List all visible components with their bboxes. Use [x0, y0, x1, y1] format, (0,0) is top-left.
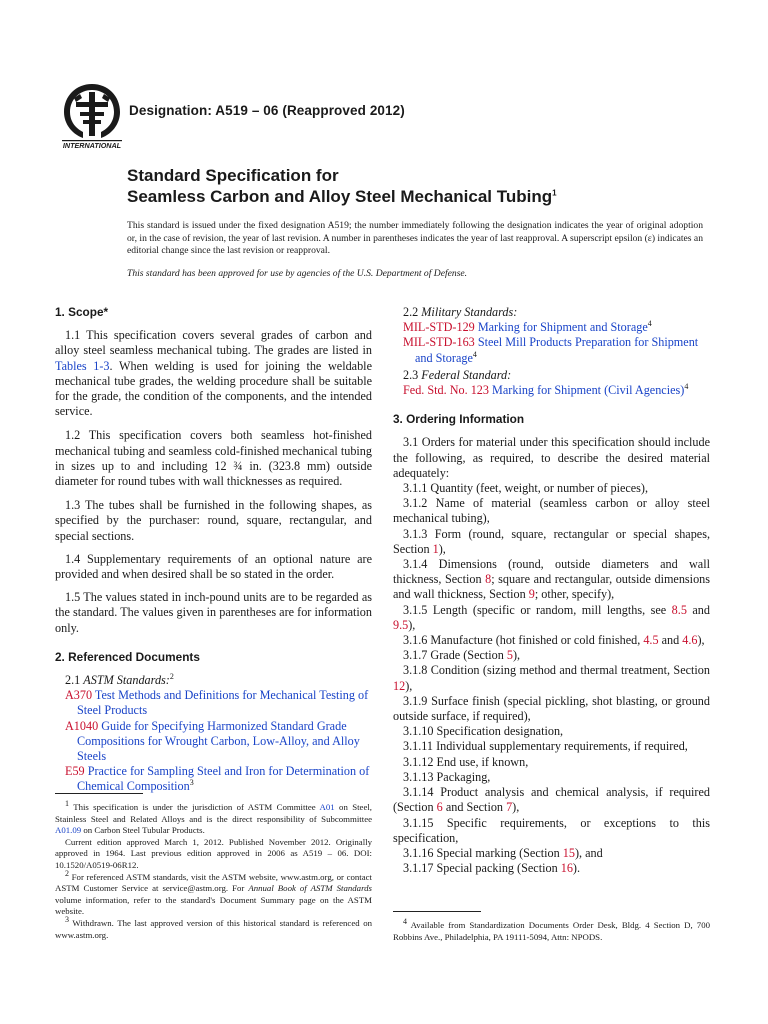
- reference-item: E59 Practice for Sampling Steel and Iron for Determination of Chemical Composition$^3$: [65, 764, 370, 794]
- left-column: [55, 305, 372, 795]
- mil-reference-item: MIL-STD-163 Steel Mill Products Preparation for Shipment and Storage$^4$: [403, 335, 699, 365]
- item-3-1-10: 3.1.10 Specification designation,: [403, 724, 564, 739]
- fed-title-link[interactable]: Marking for Shipment (Civil Agencies): [492, 383, 685, 398]
- mil-reference-item: MIL-STD-129 Marking for Shipment and Storage$^4$: [403, 319, 652, 335]
- paragraph-1-1: 1.1 This specification covers several grades of carbon and alloy steel seamless mechanical tubing. The grades are listed in Tables 1-3. When welding is used for joining the weldable mechanical tube grades, the welding procedure shall be suitable for the grade, the condition of the components, and the intended service.: [55, 328, 372, 419]
- link-tables[interactable]: Tables 1-3: [55, 358, 110, 373]
- item-3-1-3: 3.1.3 Form (round, square, rectangular or special shapes, Section 1),: [393, 526, 710, 556]
- paragraph-3-1: 3.1 Orders for material under this specification should include the following, as required, to describe the desired material adequately:: [393, 435, 710, 480]
- section-link[interactable]: 7: [506, 800, 513, 815]
- section-link[interactable]: 4.6: [682, 633, 698, 648]
- paragraph-1-4: 1.4 Supplementary requirements of an optional nature are provided and when desired shall be so stated in the order.: [55, 551, 372, 582]
- footnote-4: $^4$ Available from Standardization Documents Order Desk, Bldg. 4 Section D, 700 Robbins Ave., Philadelphia, PA 19111-5094, Attn: NPODS.: [393, 917, 710, 942]
- section-heading-ordering: 3. Ordering Information: [393, 412, 525, 427]
- section-heading-refdocs: 2. Referenced Documents: [55, 649, 200, 664]
- footnote-divider: [55, 793, 143, 794]
- item-3-1-16: 3.1.16 Special marking (Section 15), and: [403, 845, 603, 860]
- item-3-1-6: 3.1.6 Manufacture (hot finished or cold finished, 4.5 and 4.6),: [403, 633, 705, 648]
- title-footnote-ref[interactable]: 1: [552, 188, 557, 198]
- paragraph-2-2: 2.2 Military Standards:: [403, 305, 518, 319]
- mil-code-link[interactable]: MIL-STD-129: [403, 320, 475, 335]
- section-heading-scope: 1. Scope*: [55, 305, 109, 319]
- ref-code-link[interactable]: E59: [65, 764, 85, 779]
- footnote-1-edition: Current edition approved March 1, 2012. Published November 2012. Originally approved in 1964. Last previous edition approved in 2006 as A519 – 06. DOI: 10.1520/A0519-06R12.: [55, 836, 372, 870]
- dod-note: This standard has been approved for use by agencies of the U.S. Department of Defense.: [127, 268, 468, 279]
- fed-reference-item: Fed. Std. No. 123 Marking for Shipment (Civil Agencies)$^4$: [403, 381, 689, 398]
- item-3-1-9: 3.1.9 Surface finish (special pickling, shot blasting, or ground outside surface, if required),: [393, 693, 710, 724]
- title-line-2: [127, 187, 557, 207]
- mil-title-link[interactable]: Marking for Shipment and Storage: [477, 320, 648, 335]
- fed-code-link[interactable]: Fed. Std. No. 123: [403, 383, 489, 398]
- item-3-1-17: 3.1.17 Special packing (Section 16).: [403, 861, 581, 876]
- footnotes-left: [55, 799, 372, 941]
- paragraph-2-1: 2.1 ASTM Standards:$^2$: [65, 672, 174, 688]
- item-3-1-8: 3.1.8 Condition (sizing method and thermal treatment, Section 12),: [393, 663, 710, 693]
- item-3-1-12: 3.1.12 End use, if known,: [403, 754, 529, 769]
- link-a01[interactable]: A01: [319, 802, 335, 812]
- footnote-divider: [393, 911, 481, 912]
- paragraph-1-3: 1.3 The tubes shall be furnished in the following shapes, as specified by the purchaser: round, square, rectangular, and special sections.: [55, 498, 372, 543]
- section-link[interactable]: 15: [562, 845, 575, 860]
- paragraph-1-2: 1.2 This specification covers both seamless hot-finished mechanical tubing and seamless cold-finished mechanical tubing in sizes up to and including 12 ¾ in. (323.8 mm) outside diameter for round tubes with wall thicknesses as required.: [55, 428, 372, 489]
- item-3-1-15: 3.1.15 Specific requirements, or exceptions to this specification,: [393, 815, 710, 845]
- ref-title-link[interactable]: Guide for Specifying Harmonized Standard Grade Compositions for Wrought Carbon, Low-Alloy, and Alloy Steels: [77, 718, 360, 764]
- footnote-1: $^1$ This specification is under the jurisdiction of ASTM Committee A01 on Steel, Stainless Steel and Related Alloys and is the direct responsibility of Subcommittee A01.09 on Carbon Steel Tubular Products.: [55, 799, 372, 836]
- section-link[interactable]: 1: [432, 541, 439, 556]
- ref-title-link[interactable]: Practice for Sampling Steel and Iron for Determination of Chemical Composition: [77, 764, 370, 794]
- section-link[interactable]: 9.5: [393, 617, 409, 632]
- section-link[interactable]: 8.5: [671, 602, 687, 617]
- item-3-1-4: 3.1.4 Dimensions (round, outside diameters and wall thickness, Section 8; square and rectangular, outside dimensions and wall thickness, Section 9; other, specify),: [393, 557, 710, 602]
- reference-item: [65, 718, 372, 765]
- right-column: [393, 305, 710, 876]
- designation: Designation: A519 – 06 (Reapproved 2012): [129, 103, 405, 118]
- intro-paragraph: This standard is issued under the fixed designation A519; the number immediately following the designation indicates the year of original adoption or, in the case of revision, the year of last revision. A number in parentheses indicates the year of last reapproval. A superscript epsilon (ε) indicates an editorial change since the last revision or reapproval.: [127, 220, 703, 257]
- logo-label: INTERNATIONAL: [62, 141, 122, 150]
- mil-code-link[interactable]: MIL-STD-163: [403, 335, 475, 350]
- title-line-1: Standard Specification for: [127, 166, 339, 185]
- reference-item: [65, 688, 372, 718]
- item-3-1-1: 3.1.1 Quantity (feet, weight, or number of pieces),: [403, 481, 649, 496]
- section-link[interactable]: 9: [528, 587, 535, 602]
- item-3-1-11: 3.1.11 Individual supplementary requirements, if required,: [403, 739, 688, 754]
- section-link[interactable]: 6: [436, 800, 443, 815]
- ref-title-link[interactable]: Test Methods and Definitions for Mechanical Testing of Steel Products: [77, 688, 369, 718]
- ref-code-link[interactable]: A370: [65, 688, 93, 703]
- item-3-1-14: 3.1.14 Product analysis and chemical analysis, if required (Section 6 and Section 7),: [393, 785, 710, 815]
- paragraph-1-5: 1.5 The values stated in inch-pound units are to be regarded as the standard. The values given in parentheses are for information only.: [55, 590, 372, 635]
- item-3-1-2: 3.1.2 Name of material (seamless carbon or alloy steel mechanical tubing),: [393, 496, 710, 526]
- section-link[interactable]: 4.5: [643, 633, 659, 648]
- section-link[interactable]: 12: [393, 678, 406, 693]
- item-3-1-7: 3.1.7 Grade (Section 5),: [403, 648, 521, 663]
- mil-title-link[interactable]: Steel Mill Products Preparation for Shipment and Storage: [415, 335, 699, 365]
- astm-logo-icon: [60, 82, 124, 152]
- item-3-1-13: 3.1.13 Packaging,: [403, 769, 491, 784]
- footnotes-right: [393, 917, 710, 943]
- section-link[interactable]: 8: [485, 572, 492, 587]
- section-link[interactable]: 5: [506, 648, 513, 663]
- title-text: Seamless Carbon and Alloy Steel Mechanical Tubing: [127, 187, 553, 206]
- item-3-1-5: 3.1.5 Length (specific or random, mill lengths, see 8.5 and 9.5),: [393, 602, 710, 632]
- section-link[interactable]: 16: [560, 861, 573, 876]
- footnote-3: $^3$ Withdrawn. The last approved version of this historical standard is referenced on www.astm.org.: [55, 915, 372, 940]
- ref-code-link[interactable]: A1040: [65, 718, 99, 733]
- paragraph-2-3: 2.3 Federal Standard:: [403, 367, 512, 382]
- link-a01-09[interactable]: A01.09: [55, 825, 82, 836]
- footnote-2: $^2$ For referenced ASTM standards, visit the ASTM website, www.astm.org, or contact ASTM Customer Service at service@astm.org. For Annual Book of ASTM Standards volume information, refer to the standard's Document Summary page on the ASTM website.: [55, 868, 372, 917]
- astm-logo: [60, 82, 124, 152]
